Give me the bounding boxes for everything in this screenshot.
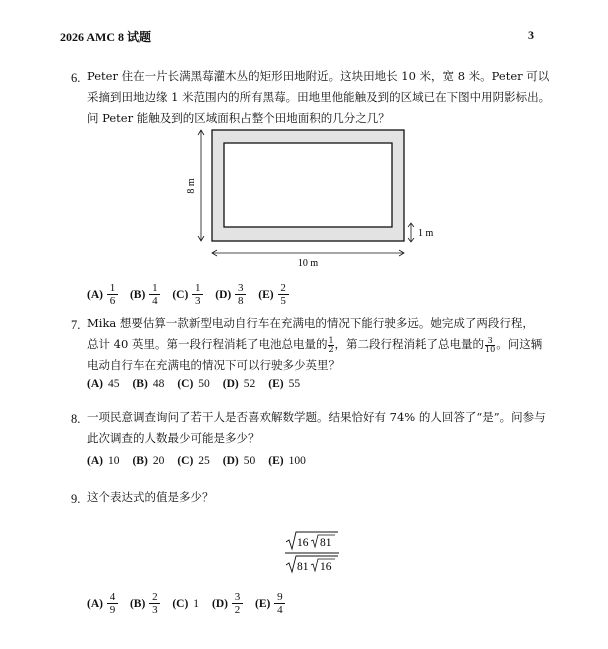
q8-choices xyxy=(87,455,319,467)
page-number: 3 xyxy=(528,28,534,42)
q8-choice-a[interactable]: (A) 10 xyxy=(87,455,120,467)
q7-line: 总计 40 英里。第一段行程消耗了电池总电量的 $\frac{1}{2}$ ，第二段行程消耗了总电量的 $\frac{3}{10}$ 。问这辆 xyxy=(87,335,543,354)
expr-den-inner: 16 xyxy=(320,561,332,573)
q9-text: 这个表达式的值是多少？ xyxy=(87,490,214,504)
q8-line: 一项民意调查询问了若干人是否喜欢解数学题。结果恰好有 74% 的人回答了“是”。问参与 xyxy=(87,410,546,424)
q9-choice-a[interactable]: (A) $\frac{4}{9}$ xyxy=(87,591,117,616)
border-label: 1 m xyxy=(418,228,434,239)
expr-num-inner: 81 xyxy=(320,537,332,549)
q8-choice-e[interactable]: (E) 100 xyxy=(268,455,306,467)
q7-choice-a[interactable]: (A) 45 xyxy=(87,378,120,390)
q7-choice-e[interactable]: (E) 55 xyxy=(268,378,301,390)
q7-choice-c[interactable]: (C) 50 xyxy=(177,378,210,390)
page-header-title: 2026 AMC 8 试题 xyxy=(60,30,151,44)
q9-number: 9. xyxy=(71,492,81,506)
expr-num-outer: 16 xyxy=(297,537,309,549)
q9-choice-c[interactable]: (C) 1 xyxy=(172,597,200,610)
q7-number: 7. xyxy=(71,318,81,332)
q6-choice-e[interactable]: (E) $\frac{2}{5}$ xyxy=(258,282,287,307)
q9-choice-d[interactable]: (D) $\frac{3}{2}$ xyxy=(212,591,242,616)
q9-radical-expression xyxy=(282,530,342,576)
q6-line: 采摘到田地边缘 1 米范围内的所有黑莓。田地里他能触及到的区域已在下图中用阴影标出。 xyxy=(87,90,551,104)
q6-choices xyxy=(87,282,301,307)
q7-choice-b[interactable]: (B) 48 xyxy=(132,378,165,390)
q8-choice-c[interactable]: (C) 25 xyxy=(177,455,210,467)
width-label: 10 m xyxy=(297,258,319,269)
q9-choices xyxy=(87,591,297,616)
q8-line: 此次调查的人数最少可能是多少？ xyxy=(87,431,260,445)
expr-den-outer: 81 xyxy=(297,561,309,573)
q7-text xyxy=(87,313,557,376)
q6-field-figure xyxy=(180,125,440,275)
q7-fraction-half: $\frac{1}{2}$ xyxy=(328,335,334,354)
q6-number: 6. xyxy=(71,71,81,85)
q7-line: 电动自行车在充满电的情况下可以行驶多少英里？ xyxy=(87,358,340,372)
q6-choice-b[interactable]: (B) $\frac{1}{4}$ xyxy=(130,282,159,307)
q7-fraction-three-tenths: $\frac{3}{10}$ xyxy=(485,335,496,354)
field-inner-rect xyxy=(224,143,392,227)
q8-number: 8. xyxy=(71,412,81,426)
height-label: 8 m xyxy=(186,178,197,194)
q6-line: 问 Peter 能触及到的区域面积占整个田地面积的几分之几？ xyxy=(87,111,390,125)
q6-text xyxy=(87,66,557,129)
q6-choice-d[interactable]: (D) $\frac{3}{8}$ xyxy=(215,282,245,307)
q8-choice-d[interactable]: (D) 50 xyxy=(222,455,256,467)
q6-choice-a[interactable]: (A) $\frac{1}{6}$ xyxy=(87,282,117,307)
q7-choice-d[interactable]: (D) 52 xyxy=(222,378,256,390)
q6-choice-c[interactable]: (C) $\frac{1}{3}$ xyxy=(172,282,202,307)
q7-choices xyxy=(87,378,313,390)
q7-line: Mika 想要估算一款新型电动自行车在充满电的情况下能行驶多远。她完成了两段行程， xyxy=(87,316,534,330)
q6-line: Peter 住在一片长满黑莓灌木丛的矩形田地附近。这块田地长 10 米，宽 8 米。Peter 可以 xyxy=(87,69,550,83)
q9-choice-e[interactable]: (E) $\frac{9}{4}$ xyxy=(255,591,284,616)
q8-choice-b[interactable]: (B) 20 xyxy=(132,455,165,467)
q8-text xyxy=(87,407,557,449)
q9-choice-b[interactable]: (B) $\frac{2}{3}$ xyxy=(130,591,159,616)
